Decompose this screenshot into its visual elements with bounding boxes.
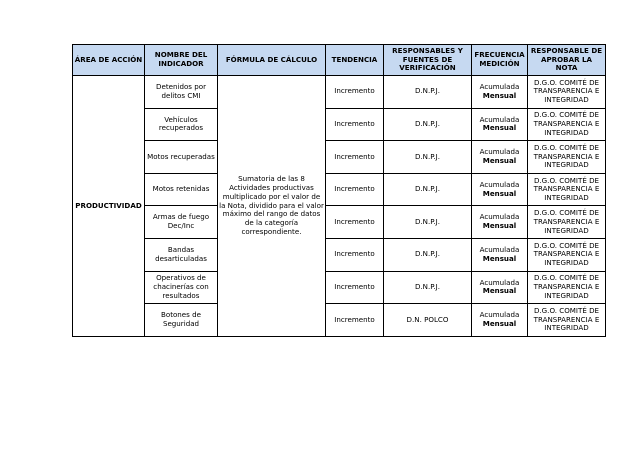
source-cell: D.N.P.J. <box>384 271 472 304</box>
source-cell: D.N.P.J. <box>384 238 472 271</box>
indicator-cell: Motos retenidas <box>145 173 218 206</box>
header-approver: RESPONSABLE DE APROBAR LA NOTA <box>528 45 606 76</box>
indicator-cell: Armas de fuego Dec/Inc <box>145 206 218 239</box>
indicator-cell: Operativos de chacinerías con resultados <box>145 271 218 304</box>
formula-cell: Sumatoria de las 8 Actividades productivas multiplicado por el valor de la Nota, dividido para el valor máximo del rango de datos de la categoría correspondiente. <box>218 76 326 337</box>
source-cell: D.N.P.J. <box>384 141 472 174</box>
source-cell: D.N.P.J. <box>384 206 472 239</box>
approver-cell: D.G.O. COMITÉ DE TRANSPARENCIA E INTEGRIDAD <box>528 108 606 141</box>
source-cell: D.N. POLCO <box>384 304 472 337</box>
header-sources: RESPONSABLES Y FUENTES DE VERIFICACIÓN <box>384 45 472 76</box>
table-row <box>73 238 606 271</box>
indicator-cell: Detenidos por delitos CMI <box>145 76 218 109</box>
frequency-label: Acumulada <box>479 82 520 92</box>
frequency-cell <box>472 173 528 206</box>
frequency-value: Mensual <box>482 221 517 231</box>
trend-cell: Incremento <box>326 238 384 271</box>
frequency-value: Mensual <box>482 286 517 296</box>
indicators-table <box>72 44 606 337</box>
source-cell: D.N.P.J. <box>384 173 472 206</box>
approver-cell: D.G.O. COMITÉ DE TRANSPARENCIA E INTEGRIDAD <box>528 206 606 239</box>
frequency-value: Mensual <box>482 253 517 263</box>
table-row <box>73 173 606 206</box>
approver-cell: D.G.O. COMITÉ DE TRANSPARENCIA E INTEGRIDAD <box>528 304 606 337</box>
area-cell: PRODUCTIVIDAD <box>73 76 145 337</box>
header-trend: TENDENCIA <box>326 45 384 76</box>
frequency-cell <box>472 141 528 174</box>
frequency-label: Acumulada <box>479 310 520 320</box>
indicator-cell: Vehículos recuperados <box>145 108 218 141</box>
approver-cell: D.G.O. COMITÉ DE TRANSPARENCIA E INTEGRIDAD <box>528 271 606 304</box>
frequency-label: Acumulada <box>479 179 520 189</box>
trend-cell: Incremento <box>326 206 384 239</box>
frequency-value: Mensual <box>482 318 517 328</box>
frequency-label: Acumulada <box>479 245 520 255</box>
header-frequency: FRECUENCIA MEDICIÓN <box>472 45 528 76</box>
trend-cell: Incremento <box>326 108 384 141</box>
approver-cell: D.G.O. COMITÉ DE TRANSPARENCIA E INTEGRIDAD <box>528 141 606 174</box>
table-row <box>73 304 606 337</box>
frequency-value: Mensual <box>482 90 517 100</box>
frequency-value: Mensual <box>482 123 517 133</box>
frequency-label: Acumulada <box>479 114 520 124</box>
header-row <box>73 45 606 76</box>
approver-cell: D.G.O. COMITÉ DE TRANSPARENCIA E INTEGRIDAD <box>528 173 606 206</box>
indicator-cell: Botones de Seguridad <box>145 304 218 337</box>
indicator-cell: Bandas desarticuladas <box>145 238 218 271</box>
header-area: ÁREA DE ACCIÓN <box>73 45 145 76</box>
frequency-label: Acumulada <box>479 147 520 157</box>
frequency-label: Acumulada <box>479 212 520 222</box>
approver-cell: D.G.O. COMITÉ DE TRANSPARENCIA E INTEGRIDAD <box>528 76 606 109</box>
table-row <box>73 141 606 174</box>
trend-cell: Incremento <box>326 141 384 174</box>
frequency-cell <box>472 206 528 239</box>
frequency-value: Mensual <box>482 155 517 165</box>
trend-cell: Incremento <box>326 173 384 206</box>
frequency-label: Acumulada <box>479 277 520 287</box>
frequency-value: Mensual <box>482 188 517 198</box>
source-cell: D.N.P.J. <box>384 108 472 141</box>
table-row <box>73 108 606 141</box>
frequency-cell <box>472 238 528 271</box>
frequency-cell <box>472 76 528 109</box>
indicator-cell: Motos recuperadas <box>145 141 218 174</box>
frequency-cell <box>472 108 528 141</box>
header-formula: FÓRMULA DE CÁLCULO <box>218 45 326 76</box>
table-row <box>73 271 606 304</box>
header-indicator: NOMBRE DEL INDICADOR <box>145 45 218 76</box>
approver-cell: D.G.O. COMITÉ DE TRANSPARENCIA E INTEGRIDAD <box>528 238 606 271</box>
frequency-cell <box>472 271 528 304</box>
source-cell: D.N.P.J. <box>384 76 472 109</box>
trend-cell: Incremento <box>326 304 384 337</box>
table-row <box>73 76 606 109</box>
trend-cell: Incremento <box>326 76 384 109</box>
frequency-cell <box>472 304 528 337</box>
trend-cell: Incremento <box>326 271 384 304</box>
table-row <box>73 206 606 239</box>
